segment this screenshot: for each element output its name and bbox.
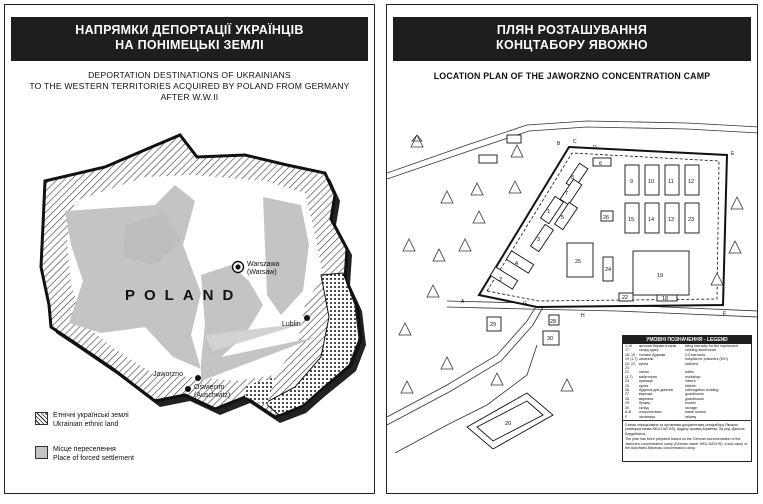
camp-legend — [622, 335, 752, 462]
building-number-29: 29 — [490, 322, 497, 328]
camp-legend-en: cistern — [685, 379, 696, 384]
legend-settlement-en: Place of forced settlement — [53, 454, 134, 462]
left-title-uk-line2: НА ПОНІМЕЦЬКІ ЗЕМЛІ — [115, 38, 264, 52]
left-title-en-line2: TO THE WESTERN TERRITORIES ACQUIRED BY POLAND FROM GERMANY — [29, 81, 350, 91]
camp-legend-key: 21 — [625, 370, 629, 375]
building-number-9: 9 — [630, 179, 634, 185]
camp-legend-key: 17 — [625, 348, 629, 353]
building-number-30: 30 — [547, 336, 554, 342]
camp-legend-key: (3-7) — [625, 374, 633, 379]
warsaw-label-pl: Warszawa — [247, 261, 280, 268]
camp-legend-uk: бункер — [639, 401, 651, 406]
oswiecim-label-en: (Auschwitz) — [194, 392, 231, 399]
outbuilding-north — [479, 155, 497, 163]
building-number-12: 12 — [688, 179, 695, 185]
camp-legend-uk: кухня — [639, 383, 649, 388]
camp-legend-uk: головні будинки — [639, 352, 666, 357]
building-number-5: 5 — [561, 215, 565, 221]
point-label-f: F — [723, 311, 727, 317]
point-label-h: H — [581, 313, 585, 319]
legend-ethnic-en: Ukrainian ethnic land — [53, 420, 119, 428]
building-number-13: 13 — [668, 217, 675, 223]
camp-legend-en: watch towers — [685, 410, 706, 415]
legend-hatch-swatch — [35, 412, 48, 425]
left-title-en-line3: AFTER W.W.II — [160, 92, 219, 102]
point-label-e: E — [731, 151, 735, 157]
camp-legend-key: 27 — [625, 392, 629, 397]
camp-legend-uk: лазня — [639, 370, 649, 375]
camp-legend-en: kitchens — [685, 361, 699, 366]
camp-legend-key: 28 — [625, 396, 629, 401]
point-label-c: C — [573, 139, 577, 145]
camp-legend-key: A-B — [625, 410, 631, 415]
camp-legend-en: workshop — [685, 374, 701, 379]
camp-legend-uk: вартова — [639, 392, 653, 397]
building-number-20: 20 — [505, 421, 512, 427]
camp-legend-en: CO barracks — [685, 352, 706, 357]
right-title-uk-line2: КОНЦТАБОРУ ЯВОЖНО — [496, 38, 648, 52]
building-number-28: 28 — [550, 319, 557, 325]
building-number-6: 6 — [599, 161, 603, 167]
building-number-22: 22 — [622, 295, 629, 301]
building-number-18: 18 — [662, 296, 669, 302]
right-title-en: LOCATION PLAN OF THE JAWORZNO CONCENTRATION CAMP — [433, 71, 711, 81]
camp-legend-note — [623, 420, 751, 450]
camp-legend-uk: залізниця — [639, 414, 656, 419]
jaworzno-label: Jaworzno — [153, 371, 183, 378]
building-number-24: 24 — [605, 267, 612, 273]
camp-legend-en: storage — [685, 405, 697, 410]
camp-legend-en: interrogation building — [685, 388, 719, 393]
camp-legend-key: 1-16 — [625, 344, 633, 348]
camp-legend-key: 19 (1-7) — [625, 357, 638, 362]
camp-legend-uk: охоронні вежі — [639, 410, 662, 415]
camp-legend-uk: будинок для допитів — [639, 388, 673, 393]
camp-legend-uk: житлові бараки в'язнів — [639, 344, 677, 348]
camp-legend-en: guardhouse — [685, 396, 704, 401]
camp-legend-en: clothing storehouse — [685, 348, 717, 353]
camp-legend-key: 20, 22, 23 — [625, 361, 636, 371]
lublin-marker — [304, 315, 310, 321]
camp-legend-en: baths — [685, 370, 694, 375]
point-label-d: D — [593, 145, 597, 151]
building-number-23: 23 — [688, 217, 695, 223]
building-number-2: 2 — [499, 277, 503, 283]
camp-legend-key: 25 — [625, 383, 629, 388]
left-title-uk-line1: НАПРЯМКИ ДЕПОРТАЦІЇ УКРАЇНЦІВ — [75, 23, 304, 37]
camp-plan-panel — [386, 4, 758, 494]
warsaw-label — [247, 261, 279, 277]
point-label-b: B — [557, 141, 561, 147]
camp-legend-en: hospital for prisoners (WO) — [685, 357, 728, 362]
building-number-3: 3 — [537, 237, 541, 243]
oswiecim-label — [194, 384, 230, 400]
point-label-g: G — [523, 301, 527, 307]
warsaw-marker-dot — [235, 264, 240, 269]
camp-legend-header: УМОВНІ ПОЗНАЧЕННЯ - LEGEND — [623, 336, 751, 344]
left-title-en-line1: DEPORTATION DESTINATIONS OF UKRAINIANS — [88, 70, 291, 80]
building-number-8: 8 — [571, 175, 575, 181]
building-number-25: 25 — [575, 259, 582, 265]
camp-legend-row — [623, 362, 751, 371]
country-label: POLAND — [125, 287, 243, 304]
camp-legend-key: F — [625, 414, 628, 419]
legend-ethnic-uk: Етнічні українські землі — [53, 412, 129, 419]
building-number-15: 15 — [628, 217, 635, 223]
jaworzno-marker — [195, 375, 201, 381]
oswiecim-marker — [185, 386, 191, 392]
camp-legend-note-en: The plan has been prepared based on the German documentation of the Jaworzno concentration camp (German name: NEU-DACHS), a sub-camp of the Auschwitz-Birkenau concentration camp. — [625, 437, 748, 450]
camp-legend-uk: криниця — [639, 379, 653, 384]
camp-legend-note-uk: Схема опрацьована за архівними документами концтабору Явожно (німецька назва NEU-DACHS), відділу Аушвіц-Біркенау. За ред. Данила Кордибанса. — [625, 422, 745, 436]
camp-legend-uk: шпиталь — [639, 357, 654, 362]
legend-grey-swatch — [35, 446, 48, 459]
building-number-26: 26 — [603, 215, 610, 221]
building-number-1: 1 — [547, 209, 551, 215]
legend-settlement-uk: Місце переселення — [53, 446, 116, 453]
camp-legend-key: 30 — [625, 405, 629, 410]
camp-legend-en: guardhouse — [685, 392, 704, 397]
camp-legend-en: railway — [685, 414, 697, 419]
warsaw-label-en: (Warsaw) — [247, 269, 277, 276]
building-number-19: 19 — [657, 273, 664, 279]
camp-legend-uk: склад одягу — [639, 348, 659, 353]
lublin-label: Lublin — [282, 321, 301, 328]
camp-legend-uk: майстерня — [639, 374, 657, 379]
building-number-14: 14 — [648, 217, 655, 223]
camp-legend-en: bunker — [685, 401, 696, 406]
deportation-map-panel — [4, 4, 375, 494]
camp-legend-en: kitchen — [685, 383, 697, 388]
camp-legend-en: living barracks for the imprisoned — [685, 344, 738, 348]
camp-legend-uk: кухня — [639, 361, 649, 366]
camp-legend-key: 26 — [625, 388, 629, 393]
oswiecim-label-pl: Oświęcim — [194, 384, 225, 391]
building-number-10: 10 — [648, 179, 655, 185]
building-number-11: 11 — [668, 179, 674, 185]
camp-legend-key: 18, 19 — [625, 352, 635, 357]
camp-legend-key: 24 — [625, 379, 629, 384]
camp-legend-uk: склад — [639, 405, 649, 410]
point-label-a: A — [461, 299, 465, 305]
right-title-uk-line1: ПЛЯН РОЗТАШУВАННЯ — [496, 23, 648, 37]
building-number-7: 7 — [565, 191, 569, 197]
camp-legend-row — [623, 415, 751, 419]
camp-legend-key: 29 — [625, 401, 629, 406]
camp-legend-rows — [623, 344, 751, 419]
outbuilding-northeast — [507, 135, 521, 143]
camp-legend-uk: вартівня — [639, 396, 654, 401]
building-number-4: 4 — [515, 261, 519, 267]
